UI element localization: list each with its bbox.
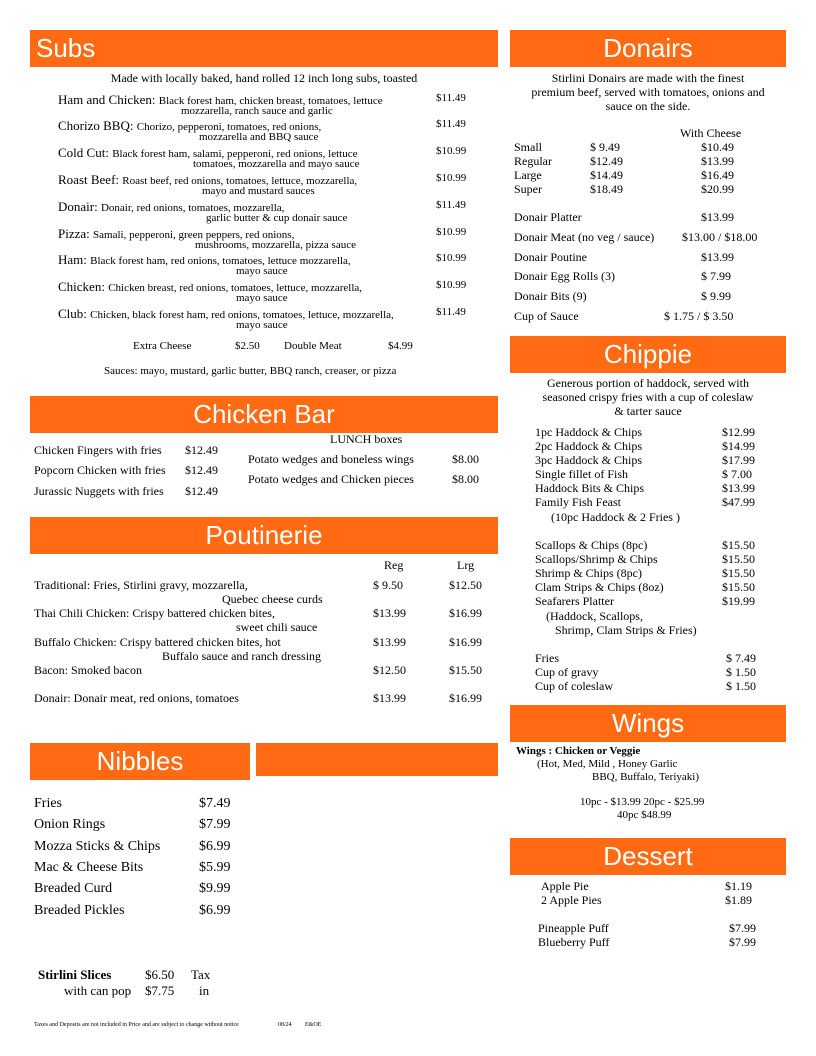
sub-price: $11.49 bbox=[436, 118, 466, 130]
nibble-price: $6.99 bbox=[199, 839, 231, 854]
dessert-item-price: $7.99 bbox=[729, 921, 756, 935]
chicken-item-name: Popcorn Chicken with fries bbox=[34, 463, 166, 477]
donair-item-name: Donair Bits (9) bbox=[514, 289, 587, 303]
chippie-header: Chippie bbox=[510, 336, 786, 373]
sub-name: Roast Beef: bbox=[58, 172, 123, 187]
poutine-reg-price: $12.50 bbox=[373, 663, 406, 677]
slices-sub-price: $7.75 bbox=[145, 983, 175, 998]
lunch-boxes-title: LUNCH boxes bbox=[330, 432, 403, 446]
sub-desc: Chorizo, pepperoni, tomatoes, red onions, bbox=[136, 121, 322, 133]
side-item-price: $ 7.49 bbox=[726, 651, 756, 665]
donair-size-price: $18.49 bbox=[590, 182, 623, 196]
sub-desc: Chicken breast, red onions, tomatoes, lettuce, mozzarella, bbox=[108, 282, 363, 294]
sub-name: Cold Cut: bbox=[58, 145, 113, 160]
sub-desc-line2: tomatoes, mozzarella and mayo sauce bbox=[193, 158, 360, 170]
sub-desc-line2: mayo sauce bbox=[236, 319, 288, 331]
footer-note: Taxes and Deposits are not included in Price and are subject to change without notice bbox=[34, 1022, 239, 1028]
donair-item-price: $ 7.99 bbox=[701, 269, 731, 283]
chippie-item-name: 2pc Haddock & Chips bbox=[535, 439, 642, 453]
chippie-intro-1: Generous portion of haddock, served with bbox=[547, 376, 749, 390]
double-meat-price: $4.99 bbox=[388, 340, 413, 352]
nibble-price: $5.99 bbox=[199, 860, 231, 875]
donair-size-cheese-price: $16.49 bbox=[701, 168, 734, 182]
chippie-item-price: $47.99 bbox=[722, 495, 755, 509]
footer-date: 08/24 bbox=[278, 1022, 292, 1028]
donair-size-name: Small bbox=[514, 140, 543, 154]
wings-prices-2: 40pc $48.99 bbox=[617, 809, 672, 821]
dessert-item-name: Blueberry Puff bbox=[538, 935, 610, 949]
chippie-item-name: Single fillet of Fish bbox=[535, 467, 628, 481]
poutinerie-header: Poutinerie bbox=[30, 517, 498, 554]
side-item-price: $ 1.50 bbox=[726, 679, 756, 693]
sub-name: Donair: bbox=[58, 199, 101, 214]
sub-price: $10.99 bbox=[436, 279, 467, 291]
seafood-item-price: $15.50 bbox=[722, 538, 755, 552]
chicken-item-price: $12.49 bbox=[185, 463, 218, 477]
lunch-item-price: $8.00 bbox=[452, 472, 479, 486]
donair-item-name: Donair Egg Rolls (3) bbox=[514, 269, 615, 283]
seafood-item-price: $19.99 bbox=[722, 594, 755, 608]
sub-item bbox=[58, 251, 351, 269]
chippie-item-price: $17.99 bbox=[722, 453, 755, 467]
donair-size-price: $ 9.49 bbox=[590, 140, 620, 154]
chippie-item-name: Family Fish Feast bbox=[535, 495, 622, 509]
donair-item-name: Donair Meat (no veg / sauce) bbox=[514, 230, 655, 244]
donair-item-name: Donair Poutine bbox=[514, 250, 587, 264]
donairs-intro-3: sauce on the side. bbox=[605, 99, 691, 113]
seafood-item-name: Seafarers Platter bbox=[535, 594, 614, 608]
sub-name: Chicken: bbox=[58, 279, 109, 294]
lunch-item-name: Potato wedges and boneless wings bbox=[248, 452, 414, 466]
lunch-item-price: $8.00 bbox=[452, 452, 479, 466]
seafood-item-name: Clam Strips & Chips (8oz) bbox=[535, 580, 664, 594]
donair-item-price: $ 9.99 bbox=[701, 289, 731, 303]
slices-tax: Tax bbox=[191, 967, 211, 982]
empty-header-band bbox=[256, 743, 498, 776]
wings-flavors-1: (Hot, Med, Mild , Honey Garlic bbox=[537, 758, 678, 770]
seafood-item-price: $15.50 bbox=[722, 552, 755, 566]
sub-desc-line2: mayo and mustard sauces bbox=[202, 185, 315, 197]
poutine-desc: Buffalo sauce and ranch dressing bbox=[162, 649, 322, 663]
wings-header: Wings bbox=[510, 705, 786, 742]
sub-desc: Roast beef, red onions, tomatoes, lettuce, mozzarella, bbox=[122, 175, 358, 187]
slices-tax-in: in bbox=[199, 983, 210, 998]
poutine-desc: sweet chili sauce bbox=[236, 620, 318, 634]
sub-desc: Black forest ham, salami, pepperoni, red onions, lettuce bbox=[112, 148, 358, 160]
poutine-lrg-price: $12.50 bbox=[449, 578, 482, 592]
side-item-name: Fries bbox=[535, 651, 559, 665]
cup-sauce-name: Cup of Sauce bbox=[514, 309, 579, 323]
side-item-price: $ 1.50 bbox=[726, 665, 756, 679]
wings-heading: Wings : Chicken or Veggie bbox=[516, 745, 641, 757]
donair-size-name: Regular bbox=[514, 154, 552, 168]
poutine-lrg-price: $15.50 bbox=[449, 663, 482, 677]
donair-item-price: $13.99 bbox=[701, 210, 734, 224]
slices-price: $6.50 bbox=[145, 967, 175, 982]
chippie-item-name: 3pc Haddock & Chips bbox=[535, 453, 642, 467]
seafood-item-price: $15.50 bbox=[722, 566, 755, 580]
poutine-name: Thai Chili Chicken: Crispy battered chicken bites, bbox=[34, 606, 275, 620]
donair-item-price: $13.99 bbox=[701, 250, 734, 264]
subs-intro: Made with locally baked, hand rolled 12 inch long subs, toasted bbox=[110, 71, 418, 85]
sub-desc-line2: mayo sauce bbox=[236, 265, 288, 277]
with-cheese-label: With Cheese bbox=[680, 126, 742, 140]
donair-size-cheese-price: $13.99 bbox=[701, 154, 734, 168]
chippie-item-price: $13.99 bbox=[722, 481, 755, 495]
sub-desc: Donair, red onions, tomatoes, mozzarella, bbox=[100, 202, 285, 214]
sub-desc: Samali, pepperoni, green peppers, red onions, bbox=[93, 229, 295, 241]
slices-name: Stirlini Slices bbox=[38, 967, 112, 982]
nibble-name: Onion Rings bbox=[34, 817, 106, 832]
extra-cheese-label: Extra Cheese bbox=[133, 340, 192, 352]
chippie-intro-2: seasoned crispy fries with a cup of coleslaw bbox=[542, 390, 754, 404]
nibble-price: $9.99 bbox=[199, 881, 231, 896]
sub-desc-line2: mushrooms, mozzarella, pizza sauce bbox=[195, 239, 356, 251]
sub-name: Pizza: bbox=[58, 226, 94, 241]
dessert-item-name: Apple Pie bbox=[541, 879, 589, 893]
nibble-name: Fries bbox=[34, 796, 62, 811]
chippie-item-name: 1pc Haddock & Chips bbox=[535, 425, 642, 439]
wings-prices-1: 10pc - $13.99 20pc - $25.99 bbox=[580, 796, 705, 808]
sub-desc: Black forest ham, red onions, tomatoes, lettuce mozzarella, bbox=[90, 255, 351, 267]
poutine-lrg-label: Lrg bbox=[457, 558, 475, 572]
donair-size-price: $12.49 bbox=[590, 154, 623, 168]
chippie-item-price: $14.99 bbox=[722, 439, 755, 453]
nibbles-header: Nibbles bbox=[30, 743, 250, 780]
platter-note-2: Shrimp, Clam Strips & Fries) bbox=[555, 623, 697, 637]
sub-desc-line2: mozzarella and BBQ sauce bbox=[199, 131, 319, 143]
sub-name: Ham and Chicken: bbox=[58, 92, 159, 107]
dessert-item-name: 2 Apple Pies bbox=[541, 893, 602, 907]
extra-cheese-price: $2.50 bbox=[235, 340, 260, 352]
sub-name: Club: bbox=[58, 306, 91, 321]
chicken-item-name: Jurassic Nuggets with fries bbox=[34, 484, 164, 498]
sub-desc: Black forest ham, chicken breast, tomatoes, lettuce bbox=[158, 95, 383, 107]
sub-name: Ham: bbox=[58, 252, 91, 267]
poutine-lrg-price: $16.99 bbox=[449, 691, 482, 705]
donair-item-price: $13.00 / $18.00 bbox=[682, 230, 758, 244]
dessert-item-name: Pineapple Puff bbox=[538, 921, 609, 935]
sub-price: $11.49 bbox=[436, 92, 466, 104]
sub-desc-line2: garlic butter & cup donair sauce bbox=[206, 212, 348, 224]
nibble-price: $7.49 bbox=[199, 796, 231, 811]
chippie-item-price: $12.99 bbox=[722, 425, 755, 439]
chicken-item-price: $12.49 bbox=[185, 484, 218, 498]
chippie-item-name: Haddock Bits & Chips bbox=[535, 481, 645, 495]
donair-item-name: Donair Platter bbox=[514, 210, 582, 224]
nibble-price: $7.99 bbox=[199, 817, 231, 832]
subs-header: Subs bbox=[30, 30, 498, 67]
sub-desc-line2: mozzarella, ranch sauce and garlic bbox=[181, 105, 333, 117]
poutine-name: Traditional: Fries, Stirlini gravy, mozzarella, bbox=[34, 578, 248, 592]
family-note: (10pc Haddock & 2 Fries ) bbox=[551, 510, 680, 524]
poutine-name: Buffalo Chicken: Crispy battered chicken bites, hot bbox=[34, 635, 281, 649]
sub-desc: Chicken, black forest ham, red onions, tomatoes, lettuce, mozzarella, bbox=[90, 309, 394, 321]
poutine-desc: Quebec cheese curds bbox=[222, 592, 323, 606]
donair-size-cheese-price: $20.99 bbox=[701, 182, 734, 196]
sub-price: $10.99 bbox=[436, 226, 467, 238]
chippie-intro-3: & tarter sauce bbox=[614, 404, 682, 418]
dessert-header: Dessert bbox=[510, 838, 786, 875]
poutine-reg-price: $13.99 bbox=[373, 635, 406, 649]
platter-note-1: (Haddock, Scallops, bbox=[546, 609, 643, 623]
sub-price: $10.99 bbox=[436, 252, 467, 264]
seafood-item-name: Scallops/Shrimp & Chips bbox=[535, 552, 658, 566]
poutine-lrg-price: $16.99 bbox=[449, 606, 482, 620]
chippie-item-price: $ 7.00 bbox=[722, 467, 752, 481]
nibble-name: Breaded Pickles bbox=[34, 903, 125, 918]
nibble-name: Mac & Cheese Bits bbox=[34, 860, 144, 875]
sub-price: $11.49 bbox=[436, 306, 466, 318]
dessert-item-price: $7.99 bbox=[729, 935, 756, 949]
cup-sauce-price: $ 1.75 / $ 3.50 bbox=[664, 309, 734, 323]
dessert-item-price: $1.19 bbox=[725, 879, 752, 893]
footer-eoe: E&OE bbox=[305, 1022, 322, 1028]
poutine-name: Donair: Donair meat, red onions, tomatoes bbox=[34, 691, 239, 705]
donair-size-price: $14.49 bbox=[590, 168, 623, 182]
sub-item bbox=[58, 278, 362, 296]
nibble-name: Breaded Curd bbox=[34, 881, 113, 896]
poutine-lrg-price: $16.99 bbox=[449, 635, 482, 649]
sub-price: $10.99 bbox=[436, 145, 467, 157]
poutine-reg-price: $ 9.50 bbox=[373, 578, 403, 592]
poutine-reg-price: $13.99 bbox=[373, 691, 406, 705]
seafood-item-price: $15.50 bbox=[722, 580, 755, 594]
seafood-item-name: Scallops & Chips (8pc) bbox=[535, 538, 648, 552]
sub-price: $10.99 bbox=[436, 172, 467, 184]
donairs-intro-2: premium beef, served with tomatoes, onions and bbox=[531, 85, 765, 99]
side-item-name: Cup of coleslaw bbox=[535, 679, 613, 693]
double-meat-label: Double Meat bbox=[284, 340, 342, 352]
sub-desc-line2: mayo sauce bbox=[236, 292, 288, 304]
nibble-name: Mozza Sticks & Chips bbox=[34, 839, 161, 854]
poutine-reg-price: $13.99 bbox=[373, 606, 406, 620]
sub-price: $11.49 bbox=[436, 199, 466, 211]
donair-size-cheese-price: $10.49 bbox=[701, 140, 734, 154]
side-item-name: Cup of gravy bbox=[535, 665, 599, 679]
chicken-item-price: $12.49 bbox=[185, 443, 218, 457]
donairs-header: Donairs bbox=[510, 30, 786, 67]
sub-item bbox=[58, 305, 394, 323]
seafood-item-name: Shrimp & Chips (8pc) bbox=[535, 566, 642, 580]
wings-flavors-2: BBQ, Buffalo, Teriyaki) bbox=[592, 771, 699, 783]
lunch-item-name: Potato wedges and Chicken pieces bbox=[248, 472, 414, 486]
donairs-intro-1: Stirlini Donairs are made with the finest bbox=[551, 71, 745, 85]
poutine-name: Bacon: Smoked bacon bbox=[34, 663, 142, 677]
donair-size-name: Super bbox=[514, 182, 542, 196]
chicken-item-name: Chicken Fingers with fries bbox=[34, 443, 162, 457]
poutine-reg-label: Reg bbox=[384, 558, 404, 572]
dessert-item-price: $1.89 bbox=[725, 893, 752, 907]
sauces-note: Sauces: mayo, mustard, garlic butter, BBQ ranch, creaser, or pizza bbox=[104, 365, 397, 377]
donair-size-name: Large bbox=[514, 168, 542, 182]
sub-name: Chorizo BBQ: bbox=[58, 118, 137, 133]
nibble-price: $6.99 bbox=[199, 903, 231, 918]
slices-sub: with can pop bbox=[64, 983, 132, 998]
chicken-bar-header: Chicken Bar bbox=[30, 396, 498, 433]
